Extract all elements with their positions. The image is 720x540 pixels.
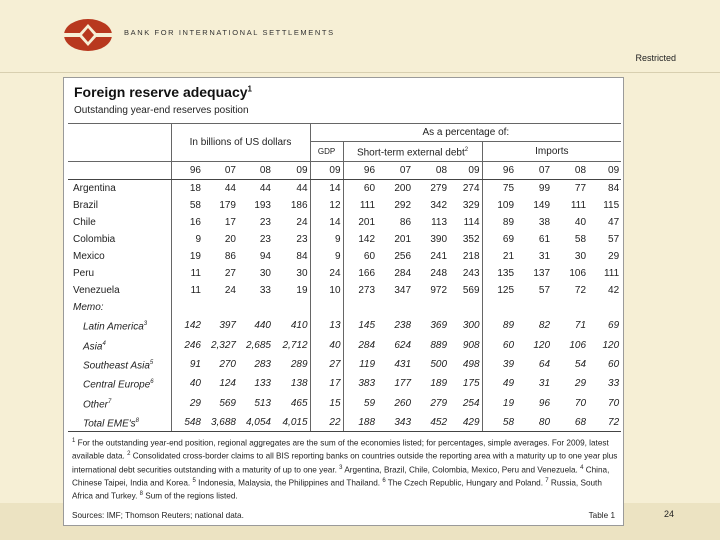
table-cell: 3,688 <box>210 417 236 429</box>
table-cell: 44 <box>296 183 308 195</box>
table-cell: 10 <box>310 282 343 299</box>
table-cell: 270 <box>219 359 236 371</box>
table-cell: 111 <box>603 268 620 280</box>
year-header: 96 <box>171 162 203 180</box>
table-cell: 54 <box>574 359 587 371</box>
year-header: 07 <box>203 162 238 180</box>
table-cell: 64 <box>538 359 551 371</box>
table-cell: 89 <box>482 316 516 335</box>
table-cell: 352 <box>462 234 480 246</box>
table-cell: 70 <box>574 397 587 409</box>
table-cell: 279 <box>430 183 448 195</box>
table-cell: 59 <box>343 394 377 413</box>
table-cell: 15 <box>310 394 343 413</box>
table-row <box>68 180 621 198</box>
table-cell: 30 <box>574 251 587 263</box>
table-row <box>68 413 621 432</box>
table-cell: 342 <box>430 200 448 212</box>
group-billions: In billions of US dollars <box>171 124 310 162</box>
year-header: 07 <box>516 162 552 180</box>
table-cell: 31 <box>538 251 551 263</box>
table-title: Foreign reserve adequacy$^1$ <box>74 84 252 100</box>
row-label: Total $EME's^8$ <box>83 417 140 430</box>
table-cell: 42 <box>608 285 620 297</box>
table-cell: 21 <box>482 248 516 265</box>
table-cell: 246 <box>171 336 203 355</box>
year-header: 96 <box>343 162 377 180</box>
table-cell: 274 <box>462 183 480 195</box>
table-cell: 82 <box>538 320 551 332</box>
table-row <box>68 231 621 248</box>
table-cell: 29 <box>608 251 620 263</box>
table-row <box>68 374 621 393</box>
table-cell: 84 <box>608 183 620 195</box>
table-cell: 57 <box>538 285 551 297</box>
table-number: Table 1 <box>588 511 615 520</box>
table-cell: 201 <box>394 234 412 246</box>
table-row <box>68 197 621 214</box>
table-cell: 60 <box>482 336 516 355</box>
table-row <box>68 214 621 231</box>
table-cell: 179 <box>219 200 236 212</box>
table-cell: 23 <box>259 234 271 246</box>
row-label: Venezuela <box>73 285 120 297</box>
year-header: 08 <box>413 162 449 180</box>
table-cell: 14 <box>310 214 343 231</box>
table-cell: 254 <box>462 397 480 409</box>
table-cell: 19 <box>171 248 203 265</box>
notes-rule <box>68 431 621 432</box>
table-cell: 38 <box>538 217 551 229</box>
table-cell: 113 <box>431 217 448 229</box>
table-cell: 120 <box>602 339 620 351</box>
table-cell: 569 <box>462 285 480 297</box>
table-cell: 31 <box>538 378 551 390</box>
table-cell: 4,015 <box>282 417 308 429</box>
row-label: Chile <box>73 217 96 229</box>
row-label: Asia$^4$ <box>83 340 106 352</box>
table-cell: 60 <box>343 180 377 198</box>
table-cell: 292 <box>394 200 412 212</box>
table-cell: 27 <box>310 355 343 374</box>
footnotes: $^1$ For the outstanding year-end position, regional aggregates are the sum of the economies listed; for percentages, simple averages. For 2009, latest available data. $^2$ Consolidated cross-border claims to all BIS reporting banks on countries outside the reporting area with a maturity up to one year plus international debt securities outstanding with a maturity of up to one year. $^3$ Argentina, Brazil, Chile, Colombia, Mexico, Peru and Venezuela. $^4$ China, Chinese Taipei, India and Korea. $^5$ Indonesia, Malaysia, the Philippines and Thailand. $^6$ The Czech Republic, Hungary and Poland. $^7$ Russia, South Africa and Turkey. $^8$ Sum of the regions listed. <box>72 438 618 502</box>
table-cell: 109 <box>482 197 516 214</box>
table-cell: 40 <box>171 374 203 393</box>
table-cell: 58 <box>171 197 203 214</box>
page-number: 24 <box>664 509 675 519</box>
sub-short-term: Short-term external debt$^2$ <box>343 142 482 162</box>
table-cell: 72 <box>608 417 620 429</box>
table-cell: 383 <box>343 374 377 393</box>
table-cell: 80 <box>538 417 551 429</box>
table-row <box>68 316 621 335</box>
table-cell: 70 <box>608 397 620 409</box>
table-cell: 69 <box>608 320 620 332</box>
table-cell: 431 <box>394 359 412 371</box>
table-cell: 193 <box>254 200 271 212</box>
table-cell: 89 <box>482 214 516 231</box>
table-cell: 11 <box>171 282 203 299</box>
table-cell: 77 <box>574 183 587 195</box>
table-cell: 9 <box>171 231 203 248</box>
table-cell: 33 <box>259 285 271 297</box>
table-cell: 19 <box>296 285 308 297</box>
table-cell: 429 <box>462 417 480 429</box>
row-label: Central Europe$^6$ <box>83 379 154 391</box>
table-cell: 11 <box>171 265 203 282</box>
table-cell: 24 <box>224 285 236 297</box>
table-cell: 256 <box>394 251 412 263</box>
table-cell: 137 <box>533 268 551 280</box>
table-cell: 889 <box>430 339 448 351</box>
table-cell: 390 <box>430 234 448 246</box>
sub-gdp: GDP <box>310 142 343 162</box>
table-cell: 569 <box>219 397 236 409</box>
table-cell: 84 <box>296 251 308 263</box>
memo-label: Memo: <box>73 302 104 314</box>
header-rule <box>0 72 720 73</box>
table-cell: 114 <box>463 217 480 229</box>
table-cell: 175 <box>462 378 480 390</box>
table-cell: 200 <box>394 183 412 195</box>
table-cell: 33 <box>608 378 620 390</box>
table-cell: 201 <box>343 214 377 231</box>
table-cell: 24 <box>310 265 343 282</box>
row-label: Brazil <box>73 200 99 212</box>
table-cell: 4,054 <box>245 417 271 429</box>
table-cell: 120 <box>533 339 551 351</box>
table-cell: 29 <box>171 394 203 413</box>
table-cell: 72 <box>574 285 587 297</box>
table-cell: 40 <box>574 217 587 229</box>
table-cell: 2,685 <box>245 339 271 351</box>
table-cell: 241 <box>430 251 448 263</box>
table-cell: 61 <box>538 234 551 246</box>
table-cell: 47 <box>608 217 620 229</box>
table-cell: 248 <box>430 268 448 280</box>
table-cell: 58 <box>574 234 587 246</box>
table-cell: 40 <box>310 336 343 355</box>
table-cell: 465 <box>290 397 308 409</box>
table-cell: 94 <box>259 251 271 263</box>
table-cell: 71 <box>574 320 587 332</box>
table-cell: 498 <box>462 359 480 371</box>
table-cell: 86 <box>399 217 412 229</box>
table-cell: 410 <box>290 320 308 332</box>
table-cell: 284 <box>394 268 412 280</box>
table-cell: 23 <box>296 234 308 246</box>
table-cell: 44 <box>224 183 236 195</box>
table-cell: 177 <box>394 378 412 390</box>
table-cell: 189 <box>430 378 448 390</box>
table-cell: 44 <box>259 183 271 195</box>
table-cell: 279 <box>430 397 448 409</box>
table-row <box>68 336 621 355</box>
table-cell: 39 <box>482 355 516 374</box>
restricted-label: Restricted <box>635 53 676 63</box>
table-cell: 30 <box>259 268 271 280</box>
table-panel <box>63 77 624 526</box>
table-cell: 17 <box>224 217 236 229</box>
table-cell: 69 <box>482 231 516 248</box>
table-cell: 23 <box>259 217 271 229</box>
row-label: Argentina <box>73 183 116 195</box>
table-cell: 18 <box>171 180 203 198</box>
table-cell: 329 <box>462 200 480 212</box>
table-cell: 138 <box>290 378 308 390</box>
table-cell: 9 <box>310 248 343 265</box>
table-cell: 86 <box>224 251 236 263</box>
table-cell: 284 <box>343 336 377 355</box>
memo-row <box>68 299 621 316</box>
table-cell: 500 <box>430 359 448 371</box>
sub-imports: Imports <box>482 142 621 162</box>
row-label: Peru <box>73 268 95 280</box>
table-cell: 9 <box>310 231 343 248</box>
table-cell: 12 <box>310 197 343 214</box>
bis-logo-icon <box>63 18 113 52</box>
table-row <box>68 394 621 413</box>
table-row <box>68 355 621 374</box>
table-cell: 343 <box>394 417 412 429</box>
table-cell: 283 <box>254 359 271 371</box>
table-cell: 60 <box>608 359 620 371</box>
table-cell: 260 <box>394 397 412 409</box>
table-cell: 440 <box>254 320 271 332</box>
table-cell: 20 <box>224 234 236 246</box>
table-cell: 68 <box>574 417 587 429</box>
table-cell: 188 <box>343 413 377 432</box>
year-header: 08 <box>238 162 273 180</box>
table-cell: 289 <box>290 359 308 371</box>
table-cell: 135 <box>482 265 516 282</box>
table-subtitle: Outstanding year-end reserves position <box>74 105 249 116</box>
table-cell: 19 <box>482 394 516 413</box>
row-label: Colombia <box>73 234 116 246</box>
table-cell: 111 <box>343 197 377 214</box>
year-header: 09 <box>273 162 310 180</box>
year-header: 08 <box>552 162 588 180</box>
table-cell: 243 <box>462 268 480 280</box>
table-cell: 111 <box>570 200 587 212</box>
table-cell: 30 <box>296 268 308 280</box>
table-cell: 17 <box>310 374 343 393</box>
table-cell: 145 <box>343 316 377 335</box>
table-cell: 22 <box>310 413 343 432</box>
table-cell: 347 <box>394 285 412 297</box>
table-cell: 91 <box>171 355 203 374</box>
table-cell: 273 <box>343 282 377 299</box>
row-label: Mexico <box>73 251 105 263</box>
group-percentage: As a percentage of: <box>310 124 621 142</box>
table-cell: 60 <box>343 248 377 265</box>
table-cell: 124 <box>219 378 236 390</box>
table-cell: 142 <box>343 231 377 248</box>
table-cell: 58 <box>482 413 516 432</box>
year-header: 09 <box>588 162 621 180</box>
table-cell: 2,327 <box>210 339 236 351</box>
year-header: 09 <box>449 162 482 180</box>
sources: Sources: IMF; Thomson Reuters; national data. <box>72 511 244 520</box>
table-cell: 27 <box>224 268 236 280</box>
table-cell: 142 <box>171 316 203 335</box>
table-cell: 548 <box>171 413 203 432</box>
table-cell: 972 <box>430 285 448 297</box>
table-cell: 218 <box>462 251 480 263</box>
table-cell: 75 <box>482 180 516 198</box>
table-cell: 13 <box>310 316 343 335</box>
table-cell: 125 <box>482 282 516 299</box>
table-cell: 238 <box>394 320 412 332</box>
table-cell: 14 <box>310 180 343 198</box>
table-cell: 149 <box>533 200 551 212</box>
table-cell: 300 <box>462 320 480 332</box>
table-cell: 908 <box>462 339 480 351</box>
table-cell: 133 <box>254 378 271 390</box>
table-cell: 106 <box>569 268 587 280</box>
row-label: Latin America$^3$ <box>83 321 148 333</box>
table-cell: 2,712 <box>282 339 308 351</box>
row-label: Southeast Asia$^5$ <box>83 359 154 372</box>
table-cell: 513 <box>254 397 271 409</box>
row-label: Other$^7$ <box>83 398 112 410</box>
table-cell: 397 <box>219 320 236 332</box>
table-cell: 96 <box>538 397 551 409</box>
table-cell: 49 <box>482 374 516 393</box>
table-cell: 99 <box>538 183 551 195</box>
table-cell: 166 <box>343 265 377 282</box>
year-header: 07 <box>377 162 413 180</box>
year-header: 09 <box>310 162 343 180</box>
reserve-table <box>68 123 621 432</box>
table-cell: 186 <box>290 200 308 212</box>
table-row <box>68 248 621 265</box>
table-row <box>68 265 621 282</box>
table-cell: 29 <box>574 378 587 390</box>
table-cell: 24 <box>296 217 308 229</box>
table-cell: 369 <box>430 320 448 332</box>
table-cell: 106 <box>569 339 587 351</box>
table-cell: 115 <box>603 200 620 212</box>
table-cell: 452 <box>430 417 448 429</box>
year-header: 96 <box>482 162 516 180</box>
table-row <box>68 282 621 299</box>
table-cell: 16 <box>171 214 203 231</box>
table-cell: 57 <box>608 234 620 246</box>
bank-name: BANK FOR INTERNATIONAL SETTLEMENTS <box>124 28 335 37</box>
table-cell: 119 <box>343 355 377 374</box>
table-cell: 624 <box>394 339 412 351</box>
